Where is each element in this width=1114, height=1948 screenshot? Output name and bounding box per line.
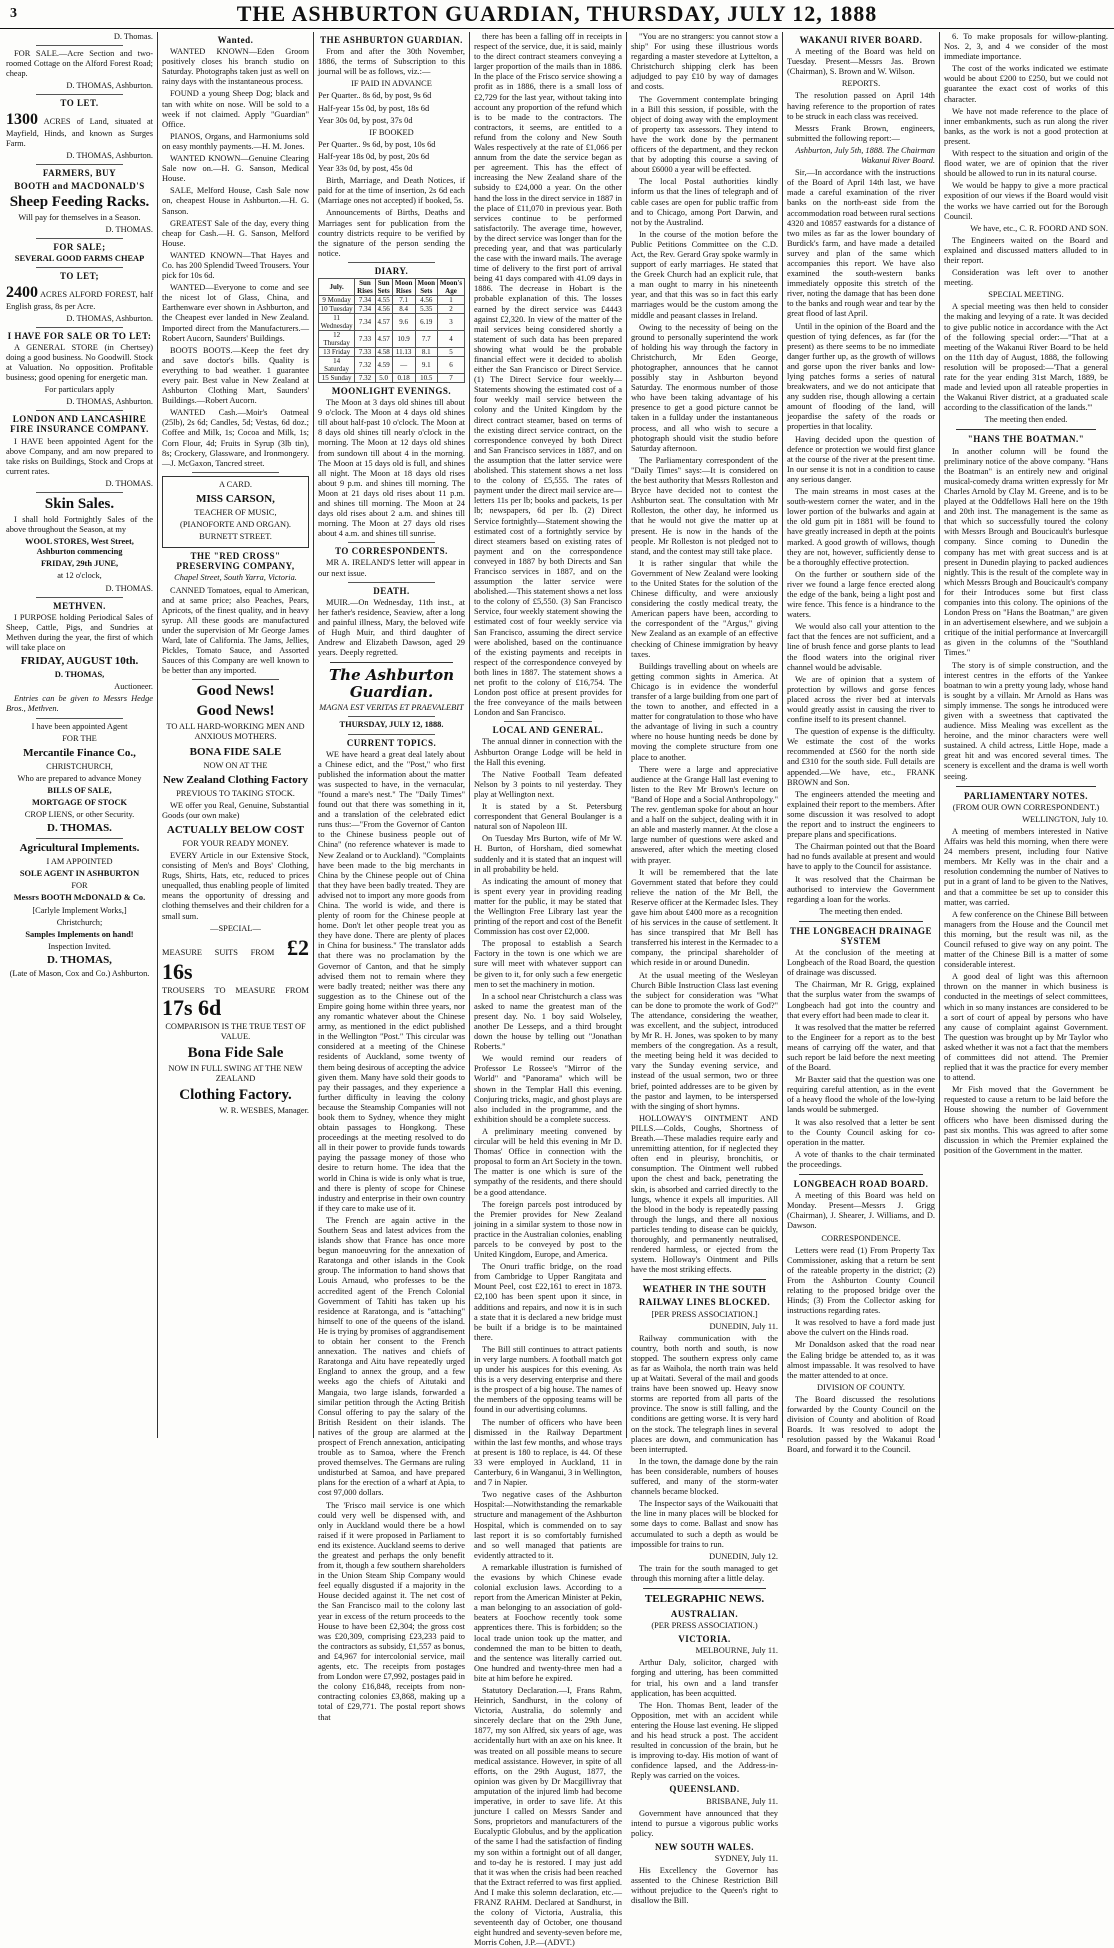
- ad-heading: THE "RED CROSS" PRESERVING COMPANY,: [176, 551, 295, 572]
- ad-date: FRIDAY, 29th JUNE,: [40, 559, 119, 569]
- ad-text: I PURPOSE holding Periodical Sales of Sheep, Cattle, Pigs, and Sundries at Methven during the year, the first of which will take place on: [6, 612, 153, 653]
- dateline: WELLINGTON, July 10.: [1022, 814, 1108, 824]
- article-paragraph: The foreign parcels post introduced by the Premier provides for New Zealand joining in a similar system to those now in practice in the Australian colonies, enabling parcels to be conveyed by post to the United Kingdom, Europe, and America.: [474, 1199, 622, 1260]
- diary-cell: 7.33: [355, 347, 375, 356]
- ad-text: Chapel Street, South Yarra, Victoria.: [174, 573, 297, 583]
- diary-cell: 4.56: [415, 295, 437, 304]
- article-paragraph: The meeting then ended.: [819, 906, 903, 916]
- ad-text: I have been appointed Agent: [31, 721, 128, 731]
- dateline: DUNEDIN, July 11.: [709, 1321, 778, 1331]
- article-paragraph: Having decided upon the question of defence or protection we would first glance at the course of the river at the present time. In our sense it is not in a condition to cause any serious danger.: [787, 434, 935, 484]
- diary-cell: 11 Wednesday: [319, 313, 355, 330]
- classified-ad: GREATEST Sale of the day, every thing cheap for Cash.—H. G. Sanson, Melford House.: [162, 218, 309, 248]
- ad-text: I shall hold Fortnightly Sales of the above throughout the Season, at my: [6, 515, 153, 535]
- dateline: BRISBANE, July 11.: [706, 1796, 778, 1806]
- diary-column-header: Moon's Age: [438, 278, 465, 295]
- ad-heading: Sheep Feeding Racks.: [9, 194, 150, 211]
- card-sub: (PIANOFORTE AND ORGAN).: [180, 520, 291, 530]
- section-heading: Wanted.: [217, 35, 254, 45]
- article-paragraph: In the course of the motion before the Public Petitions Committee on the C.D. Act, the Rev. Gerard Gray spoke warmly in support of early marriages. He stated that the Greek Church had an explicit rule, that a man ought to marry in his nineteenth year, and that this was so in fact this early marriages would be the custom among the middle and peasant classes in Ireland.: [631, 229, 778, 320]
- ad-sig: D. THOMAS, Ashburton.: [66, 150, 153, 160]
- article-paragraph: The annual dinner in connection with the Ashburton Orange Lodge will be held in the Hall this evening.: [474, 737, 622, 767]
- correspondents-heading: TO CORRESPONDENTS.: [335, 546, 448, 557]
- music-card: [162, 476, 309, 548]
- article-paragraph: The story is of simple construction, and the interest centres in the efforts of the Yankee boatman to win a pretty young lady, whose hand is sought by a villain. Mr Arnold as Hans was simply immense. The songs he introduced were given with a sweetness that captivated the audience. Miss Mealing was excellent as the heroine, and the minor characters were well sustained. A child actress, Little Hope, made a great hit and was encored several times. The scenery is excellent and the drama is well worth seeing.: [944, 660, 1108, 781]
- diary-cell: 9 Monday: [319, 295, 355, 304]
- diary-column-header: Sun Sets: [375, 278, 392, 295]
- diary-cell: 7: [438, 373, 465, 382]
- article-paragraph: We would also call your attention to the fact that the fences are not sufficient, and a line of brush fence and gorse plants to lead the flood waters into the original river channel would be advisable.: [787, 622, 935, 672]
- ad-text: FOR: [71, 881, 88, 891]
- diary-table: [318, 278, 465, 383]
- article-paragraph: A few conference on the Chinese Bill between managers from the House and the Council met this morning, but the result was nil, as the Council refused to give way on any point. The matter of the Chinese Bill is a matter of some considerable interest.: [944, 909, 1108, 970]
- page-number: 3: [10, 6, 17, 21]
- diary-cell: 7.32: [355, 356, 375, 373]
- diary-column-header: Moon Rises: [392, 278, 415, 295]
- diary-cell: 9.6: [392, 313, 415, 330]
- article-paragraph: A good deal of light was this afternoon thrown on the manner in which business is conducted in the meetings of select committees, which in so many instances are considered to be a sort of court of appeal by persons who have any cause of complaint against Government. The question was brought up by Mr Taylor who asked whether it was not a fact that the members of committees did not attend. The Premier replied that it was the practice for every member to attend.: [944, 972, 1108, 1083]
- ad-heading: Bona Fide Sale: [187, 1045, 284, 1062]
- ad-text: Who are prepared to advance Money: [17, 773, 142, 783]
- subscription-rate: Year 30s 0d, by post, 37s 0d: [318, 115, 413, 125]
- ad-text: COMPARISON IS THE TRUE TEST OF VALUE.: [165, 1021, 306, 1041]
- diary-cell: 7.34: [355, 304, 375, 313]
- ad-sig: D. THOMAS.: [47, 822, 112, 835]
- section-heading: LONGBEACH ROAD BOARD.: [793, 1179, 929, 1190]
- article-paragraph: A meeting of members interested in Native Affairs was held this morning, when there were 24 members present, including four Native members. Mr Kelly was in the chair and a resolution condemning the number of Natives to put in a grant of land to be given to the Natives, and that a committee be set up to consider this matter, was carried.: [944, 826, 1108, 907]
- article-paragraph: The Government contemplate bringing in a Bill this session, if possible, with the object of doing away with the employment of property tax assessors. They intend to have the work done by the permanent officers of the department, and they reckon that by adopting this course a saving of about £6000 a year will be effected.: [631, 94, 778, 175]
- diary-cell: 8.4: [392, 304, 415, 313]
- article-paragraph: 6. To make proposals for willow-planting. Nos. 2, 3, and 4 we consider of the most immediate importance.: [944, 32, 1108, 62]
- diary-cell: 2: [438, 304, 465, 313]
- ad-text: Samples Implements on hand!: [25, 929, 134, 939]
- diary-cell: 5.35: [415, 304, 437, 313]
- notice-text: Birth, Marriage, and Death Notices, if paid for at the time of insertion, 2s 6d each (Marriage ones not accepted) if booked, 5s.: [318, 176, 465, 206]
- article-paragraph: We are of opinion that a system of protection by willows and gorse fences placed across the river bed at intervals would greatly assist in causing the river to confine itself to its present channel.: [787, 674, 935, 725]
- diary-cell: 11.13: [392, 347, 415, 356]
- ad-text: Christchurch;: [56, 917, 103, 927]
- dateline: (PER PRESS ASSOCIATION.): [651, 1621, 758, 1631]
- classified-ad: WANTED KNOWN—That Hayes and Co. has 200 Splendid Tweed Trousers. Your pick for 10s 6d.: [162, 250, 309, 281]
- ad-heading: FOR SALE;: [53, 242, 106, 253]
- article-paragraph: In the town, the damage done by the rain has been considerable, numbers of houses suffered, and many of the storm-water channels became blocked.: [631, 1456, 778, 1497]
- diary-row: [319, 313, 465, 330]
- column-7: [940, 32, 1112, 1438]
- ad-sig: D. THOMAS,: [54, 670, 105, 680]
- subscription-rate: Half-year 18s 0d, by post, 20s 6d: [318, 151, 430, 161]
- article-paragraph: A meeting of the Board was held on Tuesday. Present—Messrs Jas. Brown (Chairman), S. Brown and W. Wilson.: [787, 47, 935, 77]
- article-paragraph: Ashburton, July 5th, 1888. The Chairman Wakanui River Board.: [795, 145, 935, 166]
- subscription-intro: From and after the 30th November, 1886, the terms of Subscription to this journal will be as follows, viz.:—: [318, 47, 465, 77]
- section-heading: CURRENT TOPICS.: [346, 737, 437, 748]
- article-paragraph: The engineers attended the meeting and explained their report to the members. After some discussion it was resolved to adopt the report and to instruct the engineers to prepare plans and specifications.: [787, 789, 935, 840]
- section-subheading: AUSTRALIAN.: [670, 1608, 739, 1619]
- ad-text: SEVERAL GOOD FARMS CHEAP: [14, 254, 145, 264]
- article-paragraph: We would remind our readers of Professor Le Rossee's "Mirror of the World" and "Panorama" which will be shown in the Templar Hall this evening. Conjuring tricks, magic, and ghost plays are also included in the programme, and the exhibition should be a complete success.: [474, 1054, 622, 1124]
- ad-text: [Carlyle Implement Works,]: [32, 905, 127, 915]
- ad-text: NOW IN FULL SWING AT THE NEW ZEALAND: [168, 1064, 303, 1084]
- diary-cell: 6: [438, 356, 465, 373]
- ad-heading: Good News!: [196, 683, 275, 700]
- column-2: [158, 32, 313, 1438]
- guardian-title: The Ashburton Guardian.: [329, 666, 454, 702]
- dateline: DUNEDIN, July 12.: [709, 1551, 778, 1561]
- diary-cell: 7.1: [392, 295, 415, 304]
- ad-text: BILLS OF SALE,: [47, 785, 112, 795]
- ad-for-sale: FOR SALE.—Acre Section and two-roomed Cottage on the Alford Forest Road; cheap.: [6, 49, 153, 79]
- article-paragraph: Two negative cases of the Ashburton Hospital:—Notwithstanding the remarkable structure and management of the Ashburton Hospital, which is commended on to say last report it is so comfortably furnished and so well managed that patients are evidently attracted to it.: [474, 1490, 622, 1560]
- section-subheading: CORRESPONDENCE.: [821, 1233, 901, 1243]
- ad-text: —SPECIAL—: [210, 923, 261, 933]
- article-paragraph: The number of officers who have been dismissed in the Railway Department within the last few months, and whose trays at present is 180 to replace, is 44. Of these 33 were employed in Auckland, 11 in Canterbury, 6 in Wanganui, 3 in Wellington, and 7 in Napier.: [474, 1417, 622, 1488]
- ad-sig: D. THOMAS, Ashburton.: [66, 81, 153, 91]
- classified-ad: WANTED—Everyone to come and see the nicest lot of Glass, China, and Earthenware ever shown in Ashburton, and the Cheapest ever landed in New Zealand. Imported direct from the Manufacturers.—Robert Aucorn, Saunders' Buildings.: [162, 283, 309, 343]
- section-heading: WAKANUI RIVER BOARD.: [799, 35, 923, 45]
- article-paragraph: In a school near Christchurch a class was asked to name the greatest man of the present day. No. 1 boy said Wolseley, another De Lesseps, and a third brought down the house by telling out "Jonathan Roberts.": [474, 991, 622, 1052]
- column-6: [783, 32, 939, 1455]
- ad-sig: D. THOMAS, Ashburton.: [66, 313, 153, 323]
- ad-heading: LONDON AND LANCASHIRE FIRE INSURANCE COMPANY.: [10, 414, 149, 435]
- article-paragraph: The cost of the works indicated we estimate would be about £200 to £250, but we could not guarantee the exact cost of works of this character.: [944, 64, 1108, 104]
- diary-cell: —: [392, 356, 415, 373]
- column-4: [470, 32, 626, 1948]
- article-paragraph: Mr Donaldson asked that the road near the Ealing bridge be attended to, as it was almost impassable. It was resolved to have the matter attended to at once.: [787, 1340, 935, 1380]
- correspondents-text: MR A. IRELAND'S letter will appear in our next issue.: [318, 558, 465, 578]
- article-paragraph: It was resolved that the matter be referred to the Engineer for a report as to the best means of carrying off the water, and that such report be laid before the next meeting of the Board.: [787, 1022, 935, 1073]
- dateline: [PER PRESS ASSOCIATION.]: [651, 1309, 758, 1319]
- ad-sig: W. R. WESBES, Manager.: [219, 1106, 309, 1116]
- diary-cell: 9.1: [415, 356, 437, 373]
- ad-text: TROUSERS TO MEASURE FROM: [162, 985, 309, 995]
- ad-text: FOR THE: [62, 733, 97, 743]
- ad-text: A GENERAL STORE (in Chertsey) doing a good business. No Goodwill. Stock at Valuation. No opposition. Profitable business; good opening for energetic man.: [6, 342, 153, 383]
- article-paragraph: The main streams in most cases at the south-western corner the water, and in the lower portion of the bulwarks and again at the old gum pit in 1881 will be found to have greatly increased in depth at the points marked. A good growth of willows, though they are not, however, sufficiently dense to be a thoroughly effective protection.: [787, 487, 935, 567]
- ad-text: PREVIOUS TO TAKING STOCK.: [176, 788, 295, 798]
- region-heading: NEW SOUTH WALES.: [655, 1841, 754, 1852]
- diary-cell: 15 Sunday: [319, 373, 355, 382]
- section-heading: PARLIAMENTARY NOTES.: [963, 790, 1089, 801]
- ad-text: CHRISTCHURCH,: [46, 761, 113, 771]
- diary-cell: 7.34: [355, 313, 375, 330]
- article-paragraph: The resolution passed on April 14th having reference to the proportion of rates to be struck in each class was received.: [787, 91, 935, 121]
- article-paragraph: The question of expense is the difficulty. We estimate the cost of the works recommended at £560 for the north side and £310 for the south side. Full details are appended.—We have, etc., FRANK BROWN and Son.: [787, 727, 935, 787]
- acres-number: 2400: [6, 283, 38, 301]
- diary-cell: 6.19: [415, 313, 437, 330]
- article-paragraph: The train for the south managed to get through this morning after a little delay.: [631, 1563, 778, 1583]
- ad-heading: Mercantile Finance Co.,: [23, 746, 136, 759]
- article-paragraph: WE have heard a great deal lately about a Chinese edict, and the "Post," who first published the information about the matter was suspected to have, in the vernacular, "found a mare's nest." The "Daily Times" found out that there was something in it, and a translation of the celebrated edict runs thus:—"From the Governor of Canton to the Chinese business people out of China" (no reference whatever is made to New Zealand or to Auckland). "Complaints have been made to the big merchants in China by the Chinese people out of China that they have been badly treated. They are advised not to import any more goods from China. The world is wide, and there is plenty of room for the Chinese people at home. Don't let other people treat you as they have done. There are plenty of places in China for business." The translator adds that there was no proclamation by the Governor of Canton, and that he simply advised them not to remain where they were badly treated; neither was there any suggestion as to the Chinese out of the Empire going home within three years, nor any romantic whatever about the Chinese army, as mentioned in the edict published in the Wellington "Post." This circular was considered at a meeting of the Chinese residents of Auckland, some twenty of them being desirous of accepting the advice given them. Many have sold their goods to pay their passages, and they experience a further difficulty in leaving the colony because the Steamship Companies will not book them to Sydney, whence they might obtain passages to Hongkong. These proceedings at the meeting resolved to do all in their power to provide funds towards paying the passage money of those who desire to return home. The idea that the world in China is wide is only what is true, and there is plenty of scope for Chinese industry and enterprise in their own country if they care to make use of it.: [318, 749, 465, 1213]
- diary-row: [319, 295, 465, 304]
- article-paragraph: The French are again active in the Southern Seas and latest advices from the islands show that France has once more begun manoeuvring for the annexation of Raratonga and other islands in the Cook group. The information to hand shows that Louis Arnaud, who professes to be the accredited agent of the French Colonial Government of Tahiti has taken up his residence at Raratonga, and is "attaching" himself to one of the queens of the island. He is trying by promises of aggrandisement to obtain her consent to the French annexation. The natives and chiefs of Raratonga and Aitu have repeatedly urged England to annex the group, and a few weeks ago the chiefs of Aitutaki and Mangaia, two large islands, forwarded a similar petition through the Acting British Consul offering to pay the salary of the British Resident on their islands. The natives of the group are alarmed at the prospect of French annexation, anticipating trouble as to Samoa, where the French proved themselves. The Germans are ruling undisturbed at Samoa, and have prepared plans for the erection of a wharf at Apia, to cost 97,000 dollars.: [318, 1215, 465, 1498]
- ad-heading: Skin Sales.: [44, 496, 115, 512]
- ad-text: I HAVE been appointed Agent for the above Company, and am now prepared to take risks on Buildings, Stock and Crops at current rates.: [6, 436, 153, 476]
- ad-text: Inspection Invited.: [48, 941, 111, 951]
- classified-ad: BOOTS BOOTS.—Keep the feet dry and save doctor's bills. Quality is everything to bad weather. 1 guarantee every pair. Best value in New Zealand at Ashburton Clothing Mart, Saunders' Buildings.—Robert Aucorn.: [162, 345, 309, 406]
- card-label: A CARD.: [218, 479, 253, 489]
- article-paragraph: At the usual meeting of the Wesleyan Church Bible Instruction Class last evening the subject for consideration was "What can be done to promote the work of God?" The attendance, considering the weather, was excellent, and the subject, introduced by Mr R. H. Jones, was spoken to by many members of the congregation. As a result, the meeting being held it was decided to vary the Sunday evening service, and instead of the usual sermon, two or three brief, pointed addresses are to be given by the pastor and laymen, to be interspersed with the singing of short hymns.: [631, 970, 778, 1111]
- article-paragraph: Sir,—In accordance with the instructions of the Board of April 14th last, we have made a careful examination of the river banks on the north-east side from the accommodation road between rural sections 4320 and 10857 eastwards for a distance of two miles as far as the lower boundary of Burdick's farm, and have made a detailed survey and plan of the same which accompanies this report. We have also examined the south-western banks immediately opposite this stretch of the river, noting the damage that has been done to the banks and rough wear and tear by the great flood of last April.: [787, 168, 935, 319]
- issue-date: THURSDAY, JULY 12, 1888.: [339, 720, 444, 730]
- death-notice: MUIR.—On Wednesday, 11th inst., at her father's residence, Seaview, after a long and painful illness, Mary, the beloved wife of Hugh Muir, and third daughter of Andrew and Elizabeth Dawson, aged 29 years. Deeply regretted.: [318, 597, 465, 658]
- article-paragraph: We have, etc., C. R. FOORD AND SON.: [970, 223, 1108, 233]
- ad-text: FOR YOUR READY MONEY.: [182, 838, 289, 848]
- diary-column-header: Sun Rises: [355, 278, 375, 295]
- ad-heading: Good News!: [196, 703, 275, 720]
- article-paragraph: A special meeting was then held to consider the making and levying of a rate. It was decided to give public notice in accordance with the Act of the following special order:—"That at a meeting of the Wakanui River Board to be held on the 11th day of August, 1888, the following resolution will be proposed:—'That a general rate for the year ending 31st March, 1889, be made and levied upon all rateable properties in the Wakanui River district, at a graduated scale according to the classification of the lands.'": [944, 302, 1108, 413]
- diary-cell: 8.1: [415, 347, 437, 356]
- article-paragraph: We would be happy to give a more practical exposition of our views if the Board would visit the works we have carried out for the Borough Council.: [944, 181, 1108, 221]
- ad-text: MORTGAGE OF STOCK: [31, 797, 128, 807]
- column-5: [627, 32, 782, 1906]
- article-paragraph: The proposal to establish a Search Factory in the town is one which we are sure will meet with whatever support can be given to it, for only such a few energetic men to set the machinery in motion.: [474, 939, 622, 989]
- ad-text: ACRES of Land, situated at Mayfield, Hinds, and known as Surges Farm.: [6, 116, 153, 148]
- article-paragraph: On Tuesday Mrs Burton, wife of Mr W. H. Burton, of Horsham, died somewhat suddenly and it is stated that an inquest will in all probability be held.: [474, 834, 622, 874]
- article-paragraph: The Parliamentary correspondent of the "Daily Times" says:—It is considered on the best authority that Messrs Rolleston and Bryce have decided not to contest the Ashburton seat. The consultation with Mr Rolleston, the other day, he informed us that he would not give the matter up at present. He is now in the hands of the people. Mr Rolleston is not pledged not to stand, and the contest may still take place.: [631, 455, 779, 556]
- column-3: [314, 32, 469, 1722]
- ad-heading: BONA FIDE SALE: [189, 745, 282, 758]
- article-paragraph: Statutory Declaration.—I, Frans Rahm, Heinrich, Sandhurst, in the colony of Victoria, Australia, do solemnly and sincerely declare that on the 29th June, 1877, my son Alfred, six years of age, was accidentally hurt with an axe on his knee. It was treated on all possible means to secure medical assistance. However, in spite of all efforts, on the 29th August, 1877, the opinion was given by Dr Macgillivray that amputation of the injured limb had become imperative, in order to save life. At this juncture I called on Messrs Sander and Sons, proprietors and manufacturers of the Eucalyptic Globulus, and by the application of the same I had the satisfaction of finding my son within a fortnight out of all danger, and to-day he is restored. I may just add that it was when the crisis had been reached that the Extract referred to was first applied. And I make this solemn declaration, etc.—FRANZ RAHM. Declared at Sandhurst, in the colony of Victoria, Australia, this seventeenth day of October, one thousand eight hundred and seventy-seven before me, Morris Cohen, J.P.—(ADVT.): [474, 1686, 622, 1948]
- ad-text: WOOL STORES, West Street, Ashburton commencing: [25, 537, 134, 557]
- ad-text: EVERY Article in our Extensive Stock, consisting of Men's and Boys' Clothing, Rugs, Shirts, Hats, etc, reduced to prices unequalled, thus enabling people of limited means the opportunity of dressing and clothing themselves and their children for a small sum.: [162, 851, 309, 921]
- article-paragraph: It will be remembered that the late Government stated that before they could relieve the nation of the Mr Bell, the Reserve officer at the Kermadec Isles. They gave him about £400 more as a recognition of his services in the cause of settlement. It has since transpired that Mr Bell has transferred his interest in the Kermadec to a company, the principal shareholder of which reside in or around Dunedin.: [631, 867, 778, 968]
- masthead: [0, 0, 1114, 29]
- moonlight-text: The Moon at 3 days old shines till about 9 o'clock. The Moon at 4 days old shines till about half-past 10 o'clock. The Moon at 8 days old shines till nearly o'clock in the morning. The Moon at 12 days old shines from sundown till about 4 in the morning. The Moon at 15 days old is full, and shines all night. The Moon at 18 days old rises about 9 p.m. and shines till morning. The Moon at 21 days old rises about 11 p.m. and shines till morning. The Moon at 24 days old rises about 2 a.m. and shines till morning. The Moon at 27 days old rises about 4 a.m. and shines till sunrise.: [318, 398, 465, 539]
- ad-sig: D. THOMAS.: [105, 583, 153, 593]
- classified-ad: SALE, Melford House, Cash Sale now on, cheapest House in Ashburton.—H. G. Sanson.: [162, 186, 309, 216]
- diary-body: [319, 295, 465, 382]
- ad-heading: FARMERS, BUY: [42, 167, 117, 178]
- section-heading: WEATHER IN THE SOUTH: [642, 1284, 767, 1295]
- ad-text: Messrs BOOTH McDONALD & Co.: [13, 893, 146, 903]
- article-paragraph: Railway communication with the country, both north and south, is now stopped. The southern express only came as far as Waihola, the north train was held up at Waitati. Several of the mail and goods trains have been snowed up. Heavy snow storms are reported from all parts of the province. The snow is still falling, and the conditions are getting worse. It is very hard on the stock. The telegraph lines in several places are down, and communication has been interrupted.: [631, 1333, 778, 1454]
- article-paragraph: there has been a falling off in receipts in respect of the service, due, it is said, mainly to the direct contract steamers conveying a larger proportion of the mails than in 1886. In the place of the Frisco service showing a profit as in 1886, there is a small loss of £2,729 for the last year, without taking into account any proportion of the refund which is to be made to the contractors. The contractors, it seems, are entitled to a refund from the colony and New South Wales respectively at the rate of £1,066 per annum from the date the service began as per agreement. This has the effect of increasing the New Zealand share of the subsidy to £24,000 a year. On the other hand the loss in the direct service in 1887 in the place of £11,070 in previous year. Both services continue to be performed satisfactorily. The average time, however, by the direct service was longer than for the preceding year, and that was particularly the case with the inward mails. The average time of delivery to the first port of arrival being 41 days compared with 41.09 days in 1886. The decrease in Hobart is the probable explanation of this. The losses earned by the direct service was £4443 against £2,320. In view of the matter of the mail services being considered shortly a statement of such data has been prepared showing what would be the probable financial effect were it decided to abolish either the San Francisco or Direct Service. (1) The Direct Service four weekly—Statements showing the estimated cost of a four weekly mail service between the colony and the United Kingdom by the direct contract steamer, based on terms of the existing direct service contract, on the correspondence conveyed by both Direct and San Francisco services in 1887, and on the assumption that the latter service were abolished. This statement shows a net loss to the colony of £5,555. The rates of payment under the direct mail service are—letters 11s per lb; books and packets, 1s per lb; newspapers, 6d per lb. (2) Direct Service fortnightly—Statement showing the estimated cost of a fortnightly service by direct steamers based on existing rates of payment and on the correspondence conveyed in 1887 by both Directs and San Francisco services in 1887, and on the assumption the latter service were abolished.—This statement shows a net loss to the colony of £5,550. (3) San Francisco Service, four weekly statement showing the estimated cost of four weekly service via San Francisco, assuming the direct service were abolished, based on the continuance of the existing payments and receipts in respect of the correspondence conveyed by both lines in 1887. The statement shows a net profit to the colony of £16,754. The London post office at present provides for the free conveyance of the mails between London and San Francisco.: [474, 32, 622, 718]
- article-paragraph: In another column will be found the preliminary notice of the above company. "Hans the Boatman" is an entirely new and original musical-comedy drama written expressly for Mr Charles Arnold by Clay M. Greene, and is to be played at the Oddfellows Hall here on the 19th and 20th inst. The management is the same as that which so successfully toured the colony with Messrs Brough and Boucicault's burlesque company. Since coming to Dunedin the company has met with great success and is at present in Dunedin playing to packed audiences nightly. This is the result of the complete way in which Messrs Brough and Boucicault's company for their Introduces some but first class companies into this colony. The opinions of the London Press on "Hans the Boatman," are given in an advertisement elsewhere, and we subjoin a critique of the initial performance at Invercargill as given in the columns of the "Southland Times.": [944, 446, 1108, 658]
- subscription-rate: Per Quarter.. 8s 6d, by post, 9s 6d: [318, 91, 432, 101]
- article-paragraph: The 'Frisco mail service is one which could very well be dispensed with, and only in Auckland would there be a howl raised if it were proposed in Parliament to end its existence. Auckland seems to derive the greatest and perhaps the only benefit from it, though a few southern shareholders in the Union Steam Ship Company would feel equally disgusted if a majority in the House decided against it. The net cost of the San Francisco mail to the colony last year in excess of the return proceeds to the House to have been £2,304; the gross cost was £20,309, comprising £23,233 paid to the contractors as subsidy, £1,557 as bonus, and £4,967 for intercolonial service, mail agents, etc. The receipts from postages from London were £7,992, postages paid in the colony £16,848, receipts from non-contracting colonies £3,868, making up a total of £29,771. The postal report shows that: [318, 1500, 465, 1722]
- article-paragraph: The Board discussed the resolutions forwarded by the County Council on the division of County and abolition of Road Boards. It was resolved to adopt the resolution passed by the Wakanui Road Board, and forward it to the Council.: [787, 1394, 935, 1455]
- article-paragraph: It is rather singular that while the Government of New Zealand were looking to the United States for the solution of the Chinese difficulty, and were anxiously considering the costly medical treaty, the American papers have been, according to the correspondent of the "Argus," giving New Zealand as an example of an effective checking of Chinese immigration by heavy taxes.: [631, 558, 778, 659]
- ad-text: ACRES ALFORD FOREST, half English grass, 8s per Acre.: [6, 289, 153, 311]
- article-paragraph: The Inspector says of the Waikouaiti that the line in many places will be blocked for some days to come. Ballast and snow has accumulated to such a depth as would be impossible for trains to run.: [631, 1499, 778, 1549]
- ad-text: MEASURE SUITS FROM: [162, 947, 275, 957]
- ad-heading: BOOTH and MACDONALD'S: [14, 180, 145, 191]
- article-paragraph: Messrs Frank Brown, engineers, submitted the following report:—: [787, 123, 935, 143]
- ad-heading: Agricultural Implements.: [19, 842, 140, 855]
- article-paragraph: At the conclusion of the meeting at Longbeach of the Road Board, the question of drainage was discussed.: [787, 948, 935, 978]
- article-paragraph: Consideration was left over to another meeting.: [944, 268, 1108, 288]
- section-heading: "HANS THE BOATMAN.": [967, 434, 1085, 445]
- classified-ad: WANTED KNOWN—Genuine Clearing Sale now on.—H. G. Sanson, Medical House.: [162, 154, 309, 184]
- ad-text: at 12 o'clock,: [57, 571, 102, 581]
- diary-cell: 7.32: [355, 373, 375, 382]
- ad-text: WE offer you Real, Genuine, Substantial Goods (our own make): [162, 800, 309, 820]
- region-heading: VICTORIA.: [678, 1634, 731, 1645]
- diary-cell: 4.59: [375, 356, 392, 373]
- classified-ad: FOUND a young Sheep Dog; black and tan with white on nose. Will be sold to a week if not claimed. Apply "Guardian" Office.: [162, 89, 309, 129]
- section-heading: TELEGRAPHIC NEWS.: [644, 1592, 765, 1605]
- diary-cell: 4.58: [375, 347, 392, 356]
- card-name: MISS CARSON,: [196, 492, 275, 505]
- article-paragraph: Mr Fish moved that the Government be requested to cause a return to be laid before the House showing the number of Government officers who have been dismissed during the past six months. This was agreed to after some discussion in which the Premier explained the position of the Government in the matter.: [944, 1085, 1108, 1155]
- death-heading: DEATH.: [373, 585, 410, 596]
- article-paragraph: Until in the opinion of the Board and the question of tying defences, as far (for the present) as there seems to be no immediate danger further up, as the growth of willows and gorse upon the river banks and low-lying patches forms a series of natural breakwaters, and we do not anticipate that any sudden rise, though allowing a certain amount of flooding of the land, will jeopardise the safety of the roads or properties in that locality.: [787, 321, 935, 432]
- notice-text: Announcements of Births, Deaths and Marriages sent for publication from the country districts require to be verified by the signature of the person sending the notice.: [318, 208, 465, 258]
- article-paragraph: It was resolved to have a ford made just above the culvert on the Hinds road.: [787, 1318, 935, 1338]
- ad-sig: D. THOMAS.: [105, 225, 153, 235]
- ad-heading: Clothing Factory.: [179, 1087, 292, 1104]
- article-paragraph: HOLLOWAY'S OINTMENT AND PILLS.—Colds, Coughs, Shortness of Breath.—These maladies require early and unremitting attention, for if neglected they often end in pleurisy, bronchitis, or consumption. The Ointment well rubbed upon the chest and back, penetrating the skin, is absorbed and carried directly to the lungs, whence it expels all impurities. All the blood in the body is repeatedly passing through the lungs, and there all noxious particles tending to disease can be quickly, thoroughly, and permanently neutralised, rendered harmless, or ejected from the system. Holloway's Ointment and Pills have the most striking effects.: [631, 1113, 778, 1275]
- subscription-rate: Per Quarter.. 9s 6d, by post, 10s 6d: [318, 139, 436, 149]
- article-paragraph: A meeting of this Board was held on Monday. Present—Messrs J. Grigg (Chairman), J. Shearer, J. Williams, and D. Dawson.: [787, 1191, 935, 1231]
- diary-column-header: July.: [319, 278, 355, 295]
- article-paragraph: His Excellency the Governor has assented to the Chinese Restriction Bill without prejudice to the Queen's right to disallow the Bill.: [631, 1866, 778, 1906]
- diary-header-row: [319, 278, 465, 295]
- article-paragraph: The Hon. Thomas Bent, leader of the Opposition, met with an accident while entering the House last evening. He slipped and his head struck a post. The accident resulted in concussion of the brain, but he is improving to-day. His motion of want of confidence lapsed, and the Address-in-Reply was carried on the voices.: [631, 1700, 778, 1781]
- article-paragraph: It was resolved that the Chairman be authorised to interview the Government regarding a loan for the works.: [787, 874, 935, 904]
- article-paragraph: Arthur Daly, solicitor, charged with forging and uttering, has been committed for trial, his own and a land transfer application, has been acquitted.: [631, 1658, 778, 1698]
- diary-cell: 4.55: [375, 295, 392, 304]
- ad-text: Will pay for themselves in a Season.: [18, 213, 141, 223]
- diary-cell: 7.33: [355, 330, 375, 347]
- signoff: D. Thomas.: [113, 32, 153, 41]
- section-subheading: SPECIAL MEETING.: [988, 290, 1064, 300]
- article-paragraph: There were a large and appreciative audience at the Grange Hall last evening to listen to the Rev Mr Brown's lecture on "Band of Hope and a Social Anthropology." The rev. gentleman spoke for about an hour and a half on the subject, dealing with it in an able and masterly manner. At the close a large number of questions were asked and answered, after which the meeting closed with prayer.: [631, 764, 779, 865]
- ad-date: FRIDAY, AUGUST 10th.: [20, 655, 139, 668]
- section-subheading: (FROM OUR OWN CORRESPONDENT.): [952, 802, 1100, 812]
- article-paragraph: It is stated by a St. Petersburg correspondent that General Boulanger is a natural son of Napoleon III.: [474, 802, 622, 832]
- ad-text: TO ALL HARD-WORKING MEN AND ANXIOUS MOTHERS.: [166, 722, 305, 742]
- diary-cell: 7.7: [415, 330, 437, 347]
- subscription-subhead: IF PAID IN ADVANCE: [351, 79, 432, 89]
- diary-row: [319, 373, 465, 382]
- ad-text: CROP LIENS, or other Security.: [24, 810, 135, 820]
- article-paragraph: The Onuri traffic bridge, on the road from Cambridge to Upper Rangitata and Mount Peel, cost £22,161 to erect in 1873. £2,100 has been spent upon it since, in additions and repairs, and now it is in such a state that it is declared a new bridge must be built if a bridge is to be maintained there.: [474, 1262, 622, 1342]
- section-heading: THE ASHBURTON GUARDIAN.: [320, 35, 463, 45]
- diary-cell: 10 Tuesday: [319, 304, 355, 313]
- diary-cell: 3: [438, 313, 465, 330]
- diary-cell: 1: [438, 295, 465, 304]
- classified-ad: PIANOS, Organs, and Harmoniums sold on easy monthly payments.—H. M. Jones.: [162, 131, 309, 151]
- article-paragraph: Buildings travelling about on wheels are getting common sights in America. At Chicago is in evidence the wonderful transfer of a large building from one part of the town to another, and effected in a matter for congratulation to those who have the advantage of living in such a country where no house hunting needs be done by moving the complete structure from one place to another.: [631, 661, 778, 762]
- article-paragraph: The Chairman pointed out that the Board had no funds available at present and would have to apply to the Council for assistance.: [787, 842, 935, 872]
- article-paragraph: A remarkable illustration is furnished of the evasions by which Chinese evade colonial exclusion laws. According to a report from the American Minister at Pekin, a man belonging to an association of gold-beaters at Foochow recently took some apprentices there. This is forbidden; so the local trade union took up the matter, and condemned the man to be bitten to death, and the sentence was literally carried out. One hundred and twenty-three men had a bite at him before he expired.: [474, 1562, 622, 1683]
- diary-cell: 4.56: [375, 304, 392, 313]
- article-paragraph: Owing to the necessity of being on the ground to personally superintend the work of holding his way through the factory in Christchurch, Mr Eden George, photographer, announces that he cannot possibly stay in Ashburton beyond Saturday. The enormous number of those who have been taking advantage of his presence to get a good picture cannot be taken in a fullday under the instantaneous process, and all who wish to secure a photograph should visit the studio before Saturday afternoon.: [631, 322, 778, 453]
- card-role: TEACHER OF MUSIC,: [194, 507, 277, 517]
- ad-heading: New Zealand Clothing Factory: [162, 773, 309, 786]
- acres-number: 1300: [6, 110, 38, 128]
- article-paragraph: On the further or southern side of the river we found a large fence erected along the edge of the bank, being a light post and wire fence. This fence is a hindrance to the waters.: [787, 569, 935, 620]
- article-paragraph: With respect to the situation and origin of the flood water, we are of opinion that the river should be allowed to run in its natural course.: [944, 149, 1108, 179]
- ad-heading: TO LET;: [60, 271, 99, 282]
- ad-text: (Late of Mason, Cox and Co.) Ashburton.: [9, 968, 150, 978]
- diary-cell: 14 Saturday: [319, 356, 355, 373]
- region-heading: QUEENSLAND.: [669, 1784, 740, 1795]
- ad-heading: ACTUALLY BELOW COST: [166, 823, 305, 836]
- card-address: BURNETT STREET.: [199, 532, 272, 542]
- ad-heading: METHVEN.: [53, 600, 106, 611]
- diary-row: [319, 330, 465, 347]
- ad-text: I AM APPOINTED: [46, 857, 113, 867]
- article-paragraph: The Engineers waited on the Board and explained and discussed matters alluded to in their report.: [944, 235, 1108, 265]
- subscription-subhead: IF BOOKED: [369, 127, 414, 137]
- motto: MAGNA EST VERITAS ET PRAEVALEBIT: [319, 703, 464, 713]
- article-paragraph: The Bill still continues to attract patients in very large numbers. A football match got up under his auspices for this evening. As this is a very deserving enterprise and there is the prospect of a big house. The names of the members of the opposing teams will be found in our advertising columns.: [474, 1344, 622, 1415]
- ad-sig: D. THOMAS.: [105, 478, 153, 488]
- diary-cell: 4: [438, 330, 465, 347]
- subscription-rate: Half-year 15s 0d, by post, 18s 6d: [318, 103, 430, 113]
- ad-text: Entries can be given to Messrs Hedge Bros., Methven.: [6, 694, 153, 714]
- dateline: MELBOURNE, July 11.: [695, 1646, 778, 1656]
- diary-cell: 13 Friday: [319, 347, 355, 356]
- section-heading: LOCAL AND GENERAL.: [492, 725, 604, 736]
- diary-cell: 5.0: [375, 373, 392, 382]
- article-paragraph: The meeting then ended.: [984, 415, 1068, 425]
- column-1: [2, 32, 157, 1438]
- diary-cell: 7.34: [355, 295, 375, 304]
- diary-cell: 4.57: [375, 330, 392, 347]
- article-paragraph: As indicating the amount of money that is spent every year in providing reading matter for the public, it may be stated that the Wellington Free Library last year the printing of the report and cost of the Benefit Commission has cost over £2,000.: [474, 876, 622, 937]
- diary-cell: 10.9: [392, 330, 415, 347]
- classified-ad: WANTED KNOWN—Eden Groom positively closes his branch studio on Saturday. Photographs taken just as well on rainy days with the instantaneous process.: [162, 47, 309, 87]
- section-subheading: DIVISION OF COUNTY.: [816, 1382, 906, 1392]
- ad-text: NOW ON AT THE: [203, 760, 268, 770]
- diary-row: [319, 304, 465, 313]
- ad-heading: I HAVE FOR SALE OR TO LET:: [7, 330, 152, 341]
- article-paragraph: The Native Football Team defeated Nelson by 3 points to nil yesterday. They play at Wellington next.: [474, 769, 622, 799]
- section-subheading: REPORTS.: [841, 79, 881, 89]
- article-paragraph: Letters were read (1) From Property Tax Commissioner, asking that a return be sent of the rateable property in the district; (2) From the Ashburton County Council relating to the proposed bridge over the Hinds; (3) From the Collector asking for instructions regarding rates.: [787, 1245, 935, 1316]
- dateline: SYDNEY, July 11.: [714, 1854, 778, 1864]
- diary-cell: 5: [438, 347, 465, 356]
- article-paragraph: We have not made reference to the place of inner embankments, such as run along the river banks, as the work is not a good protection at present.: [944, 106, 1108, 146]
- diary-cell: 0.18: [392, 373, 415, 382]
- price: £2 16s: [162, 934, 309, 984]
- ad-text: CANNED Tomatoes, equal to American, and at same price; also Peaches, Pears, Apricots, of the finest quality, and in heavy syrup. All these goods are manufactured under the supervision of Mr George James Ward, late of California. The Jams, Jellies, Pickles, Tomato Sauce, and Assorted Sauces of this Company are well known to be better than any imported.: [162, 585, 309, 676]
- diary-row: [319, 356, 465, 373]
- article-paragraph: A preliminary meeting convened by circular will be held this evening in Mr D. Thomas' Office in connection with the proposal to form an Art Society in the town. The matter is one which is sure of the sympathy of the residents, and there should be a good attendance.: [474, 1126, 622, 1197]
- ad-sig: D. THOMAS, Ashburton.: [66, 397, 153, 407]
- diary-row: [319, 347, 465, 356]
- article-paragraph: Government have announced that they intend to pursue a vigorous public works policy.: [631, 1808, 778, 1838]
- diary-heading: DIARY.: [374, 265, 409, 276]
- article-paragraph: Mr Baxter said that the question was one requiring careful attention, as in the event of a heavy flood the whole of the low-lying lands would be submerged.: [787, 1075, 935, 1115]
- subscription-rate: Year 33s 0d, by post, 45s 0d: [318, 164, 413, 174]
- newspaper-title: THE ASHBURTON GUARDIAN, THURSDAY, JULY 12, 1888: [236, 1, 878, 26]
- moonlight-heading: MOONLIGHT EVENINGS.: [331, 385, 452, 396]
- diary-cell: 12 Thursday: [319, 330, 355, 347]
- ad-text: SOLE AGENT IN ASHBURTON: [19, 869, 140, 879]
- article-paragraph: "You are no strangers: you cannot stow a ship" For using these illustrious words regarding a master stevedore at Lyttelton, a Christchurch shipping clerk has been adjudged to pay £10 by way of damages and costs.: [631, 32, 778, 92]
- ad-sig: D. THOMAS,: [47, 953, 112, 966]
- classified-ad: WANTED Cash.—Moir's Oatmeal (25lb), 2s 6d; Candles, 5d; Vestas, 6d doz.; Coffee and Milk, 1s; Cocoa and Milk, 1s; Corn Flour, 4d; Fruits in Syrup (3lb tin), 8s; Crockery, Glassware, and Ironmongery.—J. McGaxon, Tancred street.: [162, 408, 309, 468]
- ad-heading: TO LET.: [60, 98, 99, 109]
- section-subheading: RAILWAY LINES BLOCKED.: [638, 1297, 771, 1308]
- article-paragraph: The Chairman, Mr R. Grigg, explained that the surplus water from the swamps of Longbeach had got into the country and that every effort had been made to clear it.: [787, 980, 935, 1020]
- ad-text: For particulars apply: [44, 385, 115, 395]
- diary-cell: 10.5: [415, 373, 437, 382]
- article-paragraph: A vote of thanks to the chair terminated the proceedings.: [787, 1149, 935, 1169]
- article-paragraph: The local Postal authorities kindly inform us that the lines of telegraph and of cable cases are open for public traffic from and to Chicago, among Port Darwin, and not by the Australind.: [631, 177, 778, 227]
- diary-cell: 4.57: [375, 313, 392, 330]
- diary-column-header: Moon Sets: [415, 278, 437, 295]
- section-heading: THE LONGBEACH DRAINAGE SYSTEM: [789, 925, 933, 946]
- ad-text: Auctioneer.: [114, 682, 153, 692]
- price: 17s 6d: [162, 994, 222, 1020]
- article-paragraph: It was also resolved that a letter be sent to the County Council asking for co-operation in the matter.: [787, 1117, 935, 1147]
